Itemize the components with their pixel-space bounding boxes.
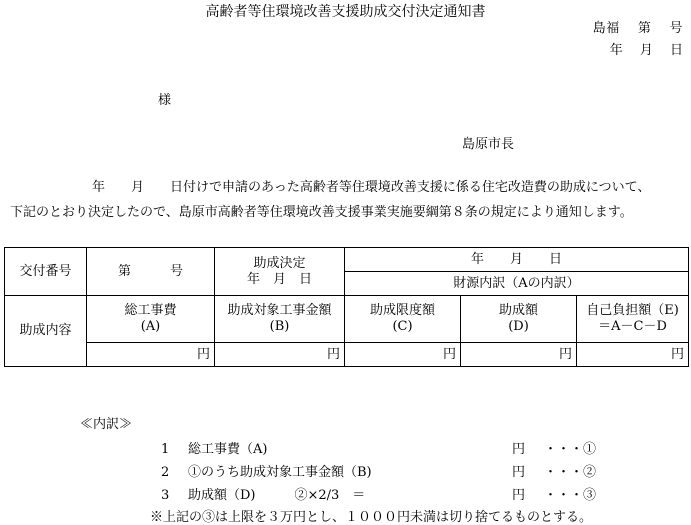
column-code: (B) [269, 319, 290, 334]
decision-label: 助成決定 [253, 255, 306, 271]
decision-cell [215, 248, 345, 296]
column-label: 助成額 [498, 303, 538, 319]
content-label: 助成内容 [5, 296, 87, 367]
item-number: 3 [161, 488, 170, 503]
amount-cell: 円 [345, 343, 461, 367]
sender: 島原市長 [462, 137, 515, 152]
column-label: 助成限度額 [369, 303, 435, 319]
column-label: 助成対象工事金額 [227, 303, 332, 319]
column-code: (C) [392, 319, 413, 334]
addressee: 様 [158, 93, 172, 108]
column-header [215, 296, 345, 343]
column-label: 自己負担額（E) [586, 303, 679, 319]
amount-cell: 円 [461, 343, 577, 367]
top-date: 年 月 日 [345, 248, 689, 272]
breakdown-heading: ≪内訳≫ [80, 417, 133, 432]
item-label: 総工事費（A) [188, 442, 268, 457]
item-label: ①のうち助成対象工事金額（B) [188, 465, 372, 480]
item-mark: ・・・② [544, 465, 597, 480]
column-code: (D) [508, 319, 529, 334]
body-line-1: 年 月 日付けで申請のあった高齢者等住環境改善支援に係る住宅改造費の助成について、 [92, 180, 651, 195]
column-label: 総工事費 [124, 303, 177, 319]
column-header [87, 296, 215, 343]
item-number: 2 [161, 465, 170, 480]
column-code: (A) [140, 319, 161, 334]
column-header [577, 296, 689, 343]
breakdown-label: 財源内訳（Aの内訳） [345, 272, 689, 296]
reference-number: 島福 第 号 [592, 21, 683, 36]
column-code: ＝A－C－D [598, 319, 667, 334]
amount-cell: 円 [215, 343, 345, 367]
item-label: 助成額（D) ②×2/3 ＝ [188, 488, 366, 503]
column-header [345, 296, 461, 343]
item-mark: ・・・③ [544, 488, 597, 503]
document-title: 高齢者等住環境改善支援助成交付決定通知書 [205, 4, 486, 20]
amount-cell: 円 [87, 343, 215, 367]
item-mark: ・・・① [544, 442, 597, 457]
body-line-2: 下記のとおり決定したので、島原市高齢者等住環境改善支援事業実施要綱第８条の規定により通知します。 [10, 205, 633, 220]
column-header [461, 296, 577, 343]
issue-date: 年 月 日 [609, 43, 683, 58]
grant-table [4, 247, 689, 367]
item-yen: 円 [512, 442, 526, 457]
item-number: 1 [161, 442, 170, 457]
item-yen: 円 [512, 465, 526, 480]
amount-cell: 円 [577, 343, 689, 367]
footnote: ※上記の③は上限を３万円とし、１０００円未満は切り捨てるものとする。 [150, 510, 593, 525]
grant-number-value: 第 号 [87, 248, 215, 296]
grant-number-label: 交付番号 [5, 248, 87, 296]
item-yen: 円 [512, 488, 526, 503]
decision-date: 年 月 日 [246, 271, 312, 287]
